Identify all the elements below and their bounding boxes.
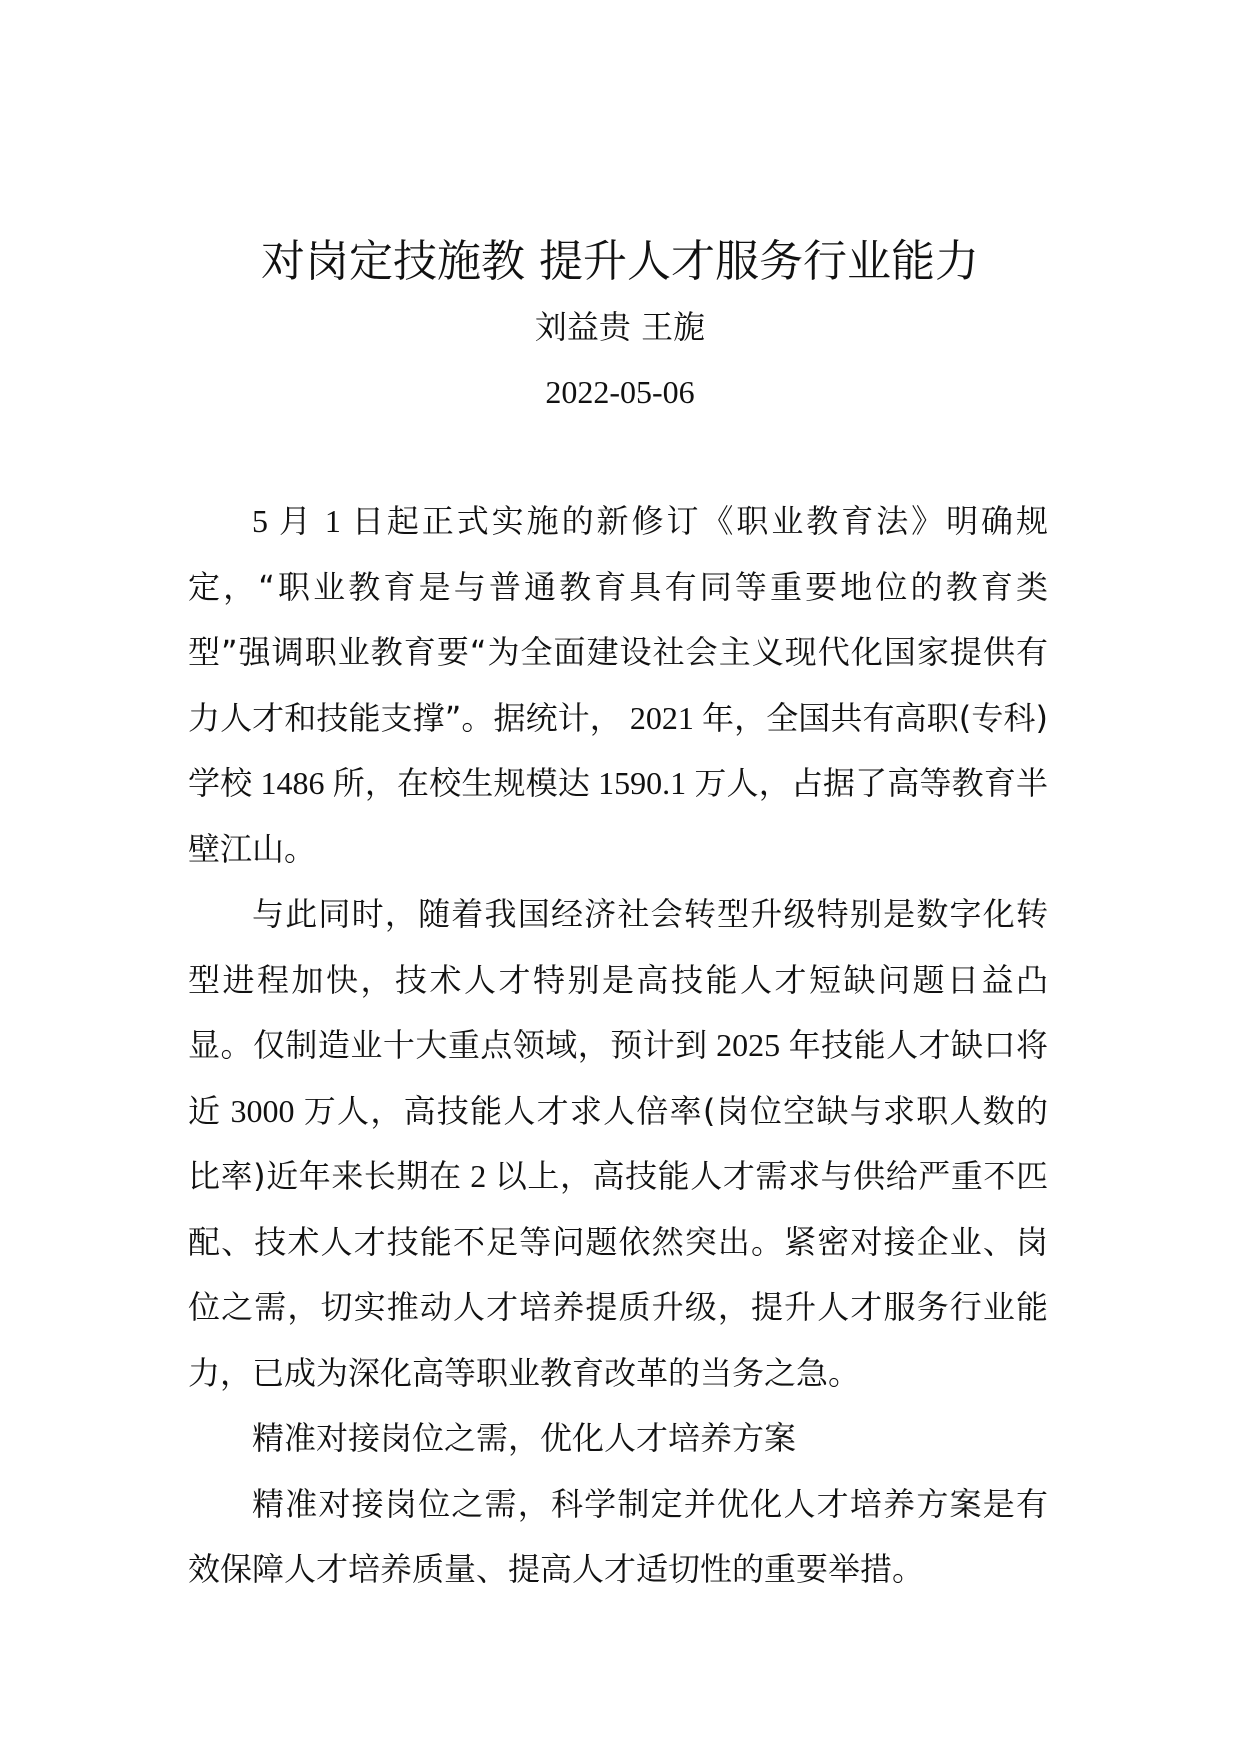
body-paragraph-1: 5 月 1 日起正式实施的新修订《职业教育法》明确规定，“职业教育是与普通教育具有同等重要地位的教育类型”强调职业教育要“为全面建设社会主义现代化国家提供有力人才和技能支撑”。据统计， 2021 年，全国共有高职(专科)学校 1486 所，在校生规模达 1590.1 万人，占据了高等教育半壁江山。 — [188, 502, 1049, 868]
article-date: 2022-05-06 — [545, 374, 695, 410]
body-paragraph-2: 与此同时，随着我国经济社会转型升级特别是数字化转型进程加快，技术人才特别是高技能人才短缺问题日益凸显。仅制造业十大重点领域，预计到 2025 年技能人才缺口将近 3000 万人，高技能人才求人倍率(岗位空缺与求职人数的比率)近年来长期在 2 以上，高技能人才需求与供给严重不匹配、技术人才技能不足等问题依然突出。紧密对接企业、岗位之需，切实推动人才培养提质升级，提升人才服务行业能力，已成为深化高等职业教育改革的当务之急。 — [188, 895, 1048, 1392]
article-authors: 刘益贵 王旎 — [534, 308, 706, 346]
article-title: 对岗定技施教 提升人才服务行业能力 — [261, 236, 979, 287]
article-body — [188, 489, 1048, 1603]
section-heading: 精准对接岗位之需，优化人才培养方案 — [252, 1419, 797, 1457]
section-paragraph: 精准对接岗位之需，科学制定并优化人才培养方案是有效保障人才培养质量、提高人才适切性的重要举措。 — [188, 1484, 1048, 1588]
